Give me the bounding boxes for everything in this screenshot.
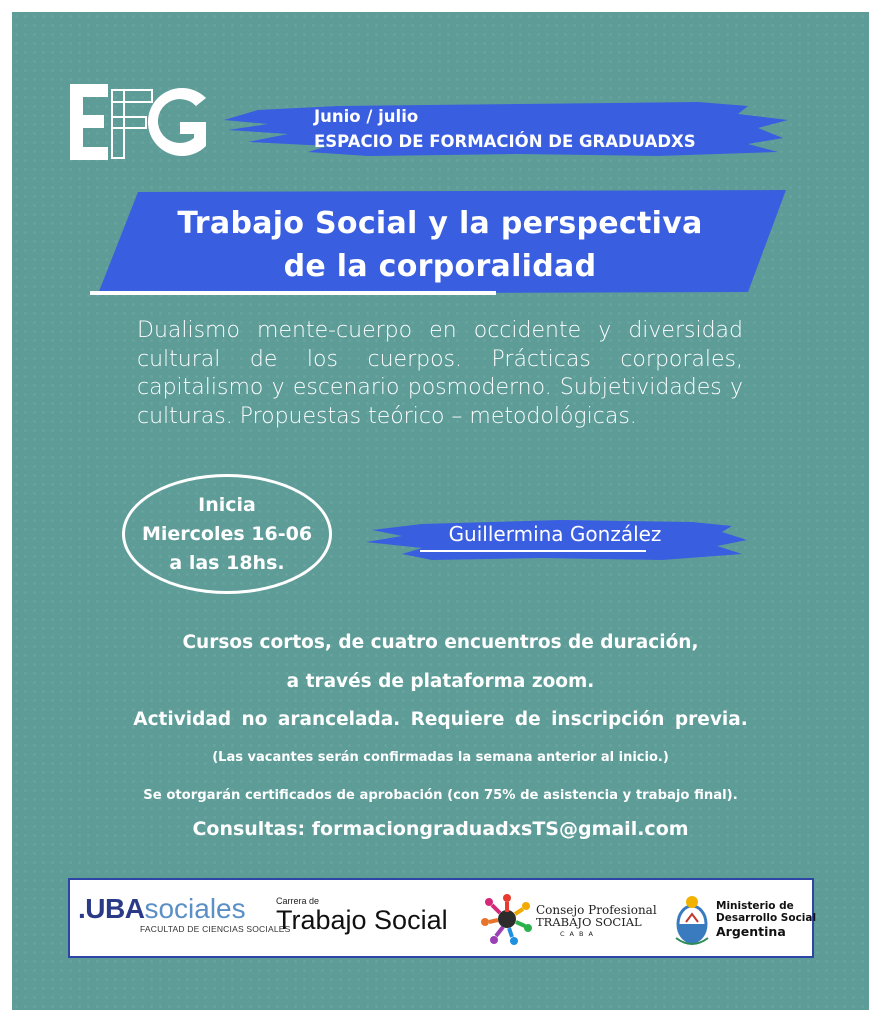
start-date: Miercoles 16-06	[141, 522, 313, 545]
coat-of-arms-icon	[674, 894, 710, 946]
uba-sociales-logo	[78, 894, 291, 934]
start-date-badge	[122, 474, 332, 594]
uba-bold-text: .UBA	[78, 893, 145, 924]
sponsor-logos	[68, 878, 817, 958]
consejo-people-icon	[480, 892, 534, 946]
consejo-line-1: Consejo Profesional	[536, 903, 657, 917]
start-label: Inicia	[198, 493, 256, 516]
consejo-profesional-logo	[536, 904, 657, 940]
course-description: Dualismo mente-cuerpo en occidente y diversidad cultural de los cuerpos. Prácticas corporales, capitalismo y escenario posmoderno. Subjetividades y culturas. Propuestas teórico – metodológicas.	[137, 318, 743, 429]
speaker-name: Guillermina González	[448, 522, 662, 546]
ministerio-line-3: Argentina	[716, 924, 786, 939]
contact-email[interactable]: Consultas: formaciongraduadxsTS@gmail.com	[192, 818, 689, 840]
info-platform: a través de plataforma zoom.	[286, 671, 595, 692]
consejo-line-2: TRABAJO SOCIAL	[536, 915, 642, 929]
start-time: a las 18hs.	[169, 551, 285, 574]
header-text	[314, 104, 774, 154]
carrera-label: Carrera de	[276, 896, 320, 906]
ministerio-logo	[716, 900, 816, 940]
speaker-underline	[420, 550, 646, 552]
efg-logo	[70, 84, 210, 160]
uba-light-text: sociales	[144, 893, 246, 924]
header-dates: Junio / julio	[314, 107, 419, 126]
event-poster	[12, 12, 869, 1010]
ministerio-line-2: Desarrollo Social	[716, 912, 817, 924]
info-vacancies: (Las vacantes serán confirmadas la semana anterior al inicio.)	[212, 750, 669, 765]
carrera-name: Trabajo Social	[276, 905, 448, 935]
consejo-line-3: CABA	[560, 930, 598, 938]
ministerio-line-1: Ministerio de	[716, 900, 794, 912]
uba-subtitle: FACULTAD DE CIENCIAS SOCIALES	[140, 924, 291, 934]
event-title	[130, 202, 750, 288]
header-program: ESPACIO DE FORMACIÓN DE GRADUADXS	[314, 132, 696, 151]
info-certificates: Se otorgarán certificados de aprobación (con 75% de asistencia y trabajo final).	[143, 788, 738, 803]
title-underline	[90, 291, 496, 295]
info-registration: Actividad no arancelada. Requiere de inscripción previa.	[133, 709, 748, 730]
title-line-1: Trabajo Social y la perspectiva	[177, 206, 703, 241]
info-duration: Cursos cortos, de cuatro encuentros de duración,	[182, 632, 699, 653]
title-line-2: de la corporalidad	[283, 249, 597, 284]
carrera-trabajo-social-logo	[276, 896, 448, 934]
